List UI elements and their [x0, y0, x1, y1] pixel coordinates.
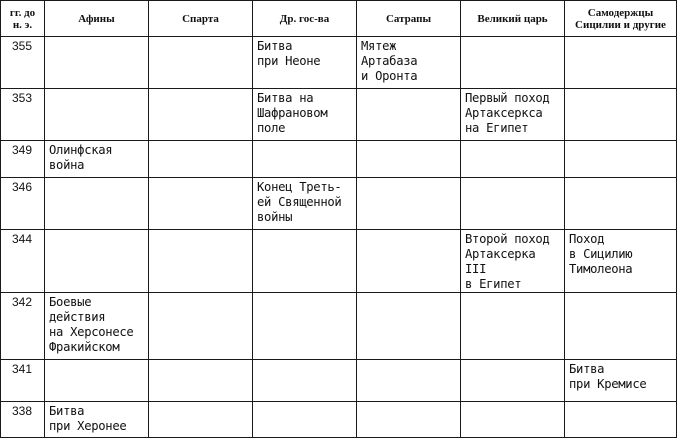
- table-row: [1, 360, 677, 402]
- satraps-cell: [357, 230, 461, 293]
- year-cell: 338: [1, 402, 45, 438]
- other-states-column-header: Др. гос-ва: [253, 1, 357, 37]
- other-states-cell: [253, 360, 357, 402]
- satraps-cell: [357, 141, 461, 178]
- table-row: [1, 89, 677, 141]
- satraps-cell: Мятеж Артабаза и Оронта: [357, 37, 461, 89]
- year-cell: 355: [1, 37, 45, 89]
- other-states-cell: [253, 402, 357, 438]
- sparta-cell: [149, 37, 253, 89]
- sparta-cell: [149, 141, 253, 178]
- table-row: [1, 230, 677, 293]
- great-king-cell: [461, 402, 565, 438]
- satraps-cell: [357, 402, 461, 438]
- tyrants-header-line-2: Сицилии и другие: [575, 18, 666, 31]
- other-states-cell: [253, 293, 357, 360]
- year-cell: 341: [1, 360, 45, 402]
- year-cell: 346: [1, 178, 45, 230]
- athens-cell: Олинфская война: [45, 141, 149, 178]
- table-row: [1, 141, 677, 178]
- other-states-cell: [253, 141, 357, 178]
- table-row: [1, 178, 677, 230]
- tyrants-cell: [565, 402, 677, 438]
- sparta-cell: [149, 178, 253, 230]
- table-row: [1, 402, 677, 438]
- athens-cell: [45, 89, 149, 141]
- athens-cell: [45, 178, 149, 230]
- athens-cell: [45, 360, 149, 402]
- other-states-cell: Конец Треть- ей Священной войны: [253, 178, 357, 230]
- year-header-line-2: н. э.: [12, 18, 33, 31]
- athens-cell: Битва при Херонее: [45, 402, 149, 438]
- great-king-cell: [461, 141, 565, 178]
- year-cell: 342: [1, 293, 45, 360]
- tyrants-column-header: [565, 1, 677, 37]
- sparta-cell: [149, 360, 253, 402]
- sparta-cell: [149, 402, 253, 438]
- year-cell: 349: [1, 141, 45, 178]
- table-row: [1, 37, 677, 89]
- great-king-cell: [461, 37, 565, 89]
- great-king-cell: [461, 360, 565, 402]
- tyrants-header-line-1: Самодержцы: [587, 6, 654, 19]
- satraps-cell: [357, 89, 461, 141]
- great-king-cell: Первый поход Артаксеркса на Египет: [461, 89, 565, 141]
- year-cell: 353: [1, 89, 45, 141]
- sparta-cell: [149, 230, 253, 293]
- satraps-cell: [357, 293, 461, 360]
- tyrants-cell: [565, 178, 677, 230]
- year-header-line-1: гг. до: [9, 6, 36, 19]
- tyrants-cell: [565, 293, 677, 360]
- great-king-cell: [461, 293, 565, 360]
- tyrants-cell: [565, 141, 677, 178]
- satraps-cell: [357, 178, 461, 230]
- sparta-cell: [149, 89, 253, 141]
- tyrants-cell: Поход в Сицилию Тимолеона: [565, 230, 677, 293]
- great-king-cell: Второй поход Артаксерка III в Египет: [461, 230, 565, 293]
- tyrants-cell: Битва при Кремисе: [565, 360, 677, 402]
- sparta-column-header: Спарта: [149, 1, 253, 37]
- other-states-cell: Битва при Неоне: [253, 37, 357, 89]
- satraps-column-header: Сатрапы: [357, 1, 461, 37]
- other-states-cell: [253, 230, 357, 293]
- satraps-cell: [357, 360, 461, 402]
- sparta-cell: [149, 293, 253, 360]
- other-states-cell: Битва на Шафрановом поле: [253, 89, 357, 141]
- athens-column-header: Афины: [45, 1, 149, 37]
- tyrants-cell: [565, 37, 677, 89]
- great-king-column-header: Великий царь: [461, 1, 565, 37]
- tyrants-cell: [565, 89, 677, 141]
- year-cell: 344: [1, 230, 45, 293]
- athens-cell: [45, 230, 149, 293]
- year-column-header: [1, 1, 45, 37]
- athens-cell: Боевые действия на Херсонесе Фракийском: [45, 293, 149, 360]
- great-king-cell: [461, 178, 565, 230]
- athens-cell: [45, 37, 149, 89]
- header-row: [1, 1, 677, 37]
- table-row: [1, 293, 677, 360]
